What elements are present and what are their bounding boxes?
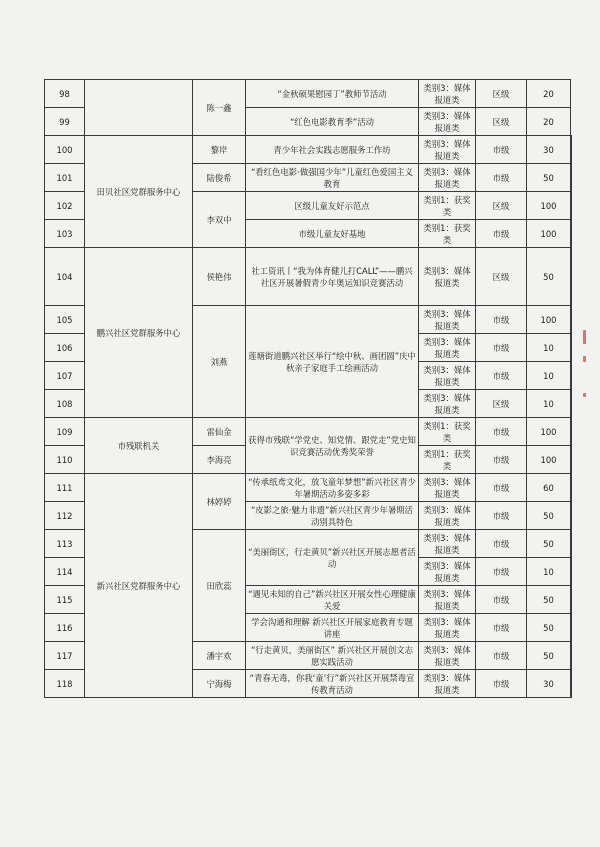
unit-cell xyxy=(85,80,193,136)
row-number: 107 xyxy=(45,362,85,390)
table-row xyxy=(45,136,572,164)
score-cell: 50 xyxy=(527,642,571,670)
activity-cell: 社工资讯丨“我为体育健儿打CALL”——鹏兴社区开展暑假青少年奥运知识竞赛活动 xyxy=(246,248,419,306)
activity-cell: “美丽街区，行走黄贝”新兴社区开展志愿者活动 xyxy=(246,530,419,586)
person-cell: 刘燕 xyxy=(193,306,246,418)
activity-cell: 获得市残联“学党史、知党情、跟党走”党史知识竞赛活动优秀奖荣誉 xyxy=(246,418,419,474)
row-number: 110 xyxy=(45,446,85,474)
level-cell: 区级 xyxy=(476,390,527,418)
level-cell: 市级 xyxy=(476,334,527,362)
person-cell: 陈一鑫 xyxy=(193,80,246,136)
score-cell: 100 xyxy=(527,306,571,334)
level-cell: 市级 xyxy=(476,220,527,248)
person-cell: 宁海梅 xyxy=(193,670,246,698)
category-cell: 类别3：媒体报道类 xyxy=(419,530,476,558)
row-number: 102 xyxy=(45,192,85,220)
score-cell: 10 xyxy=(527,362,571,390)
unit-cell: 市残联机关 xyxy=(85,418,193,474)
unit-total-cell xyxy=(571,418,572,474)
score-cell: 100 xyxy=(527,446,571,474)
row-number: 101 xyxy=(45,164,85,192)
activity-cell: 莲塘街道鹏兴社区举行“绘中秋、画团圆”庆中秋亲子家庭手工绘画活动 xyxy=(246,306,419,418)
person-cell: 黎岸 xyxy=(193,136,246,164)
person-cell: 林婷婷 xyxy=(193,474,246,530)
category-cell: 类别3：媒体报道类 xyxy=(419,362,476,390)
person-cell: 李双中 xyxy=(193,192,246,248)
table-row xyxy=(45,418,572,446)
activity-cell: 市级儿童友好基地 xyxy=(246,220,419,248)
category-cell: 类别3：媒体报道类 xyxy=(419,586,476,614)
table-row xyxy=(45,474,572,502)
category-cell: 类别3：媒体报道类 xyxy=(419,614,476,642)
margin-mark xyxy=(583,356,586,362)
person-cell: 李海亮 xyxy=(193,446,246,474)
activity-cell: “红色电影教育季”活动 xyxy=(246,108,419,136)
row-number: 103 xyxy=(45,220,85,248)
row-number: 98 xyxy=(45,80,85,108)
score-cell: 100 xyxy=(527,192,571,220)
row-number: 105 xyxy=(45,306,85,334)
level-cell: 市级 xyxy=(476,418,527,446)
score-cell: 50 xyxy=(527,248,571,306)
category-cell: 类别1：获奖类 xyxy=(419,192,476,220)
score-cell: 10 xyxy=(527,334,571,362)
level-cell: 市级 xyxy=(476,586,527,614)
score-cell: 10 xyxy=(527,390,571,418)
category-cell: 类别1：获奖类 xyxy=(419,446,476,474)
level-cell: 区级 xyxy=(476,192,527,220)
row-number: 113 xyxy=(45,530,85,558)
level-cell: 市级 xyxy=(476,558,527,586)
category-cell: 类别3：媒体报道类 xyxy=(419,80,476,108)
category-cell: 类别1：获奖类 xyxy=(419,220,476,248)
row-number: 104 xyxy=(45,248,85,306)
score-cell: 100 xyxy=(527,418,571,446)
score-cell: 20 xyxy=(527,108,571,136)
category-cell: 类别3：媒体报道类 xyxy=(419,334,476,362)
category-cell: 类别3：媒体报道类 xyxy=(419,164,476,192)
row-number: 112 xyxy=(45,502,85,530)
activity-cell: “青春无毒，你我‘童’行”新兴社区开展禁毒宣传教育活动 xyxy=(246,670,419,698)
score-cell: 100 xyxy=(527,220,571,248)
level-cell: 市级 xyxy=(476,530,527,558)
row-number: 108 xyxy=(45,390,85,418)
score-cell: 30 xyxy=(527,670,571,698)
row-number: 114 xyxy=(45,558,85,586)
unit-total-cell xyxy=(571,474,572,698)
level-cell: 市级 xyxy=(476,362,527,390)
person-cell: 陆俊希 xyxy=(193,164,246,192)
level-cell: 市级 xyxy=(476,446,527,474)
activity-cell: 青少年社会实践志愿服务工作坊 xyxy=(246,136,419,164)
score-cell: 10 xyxy=(527,558,571,586)
category-cell: 类别3：媒体报道类 xyxy=(419,306,476,334)
person-cell: 潘宇欢 xyxy=(193,642,246,670)
level-cell: 市级 xyxy=(476,306,527,334)
activity-cell: “皮影之旅·魅力非遗”新兴社区青少年暑期活动别具特色 xyxy=(246,502,419,530)
score-table xyxy=(44,79,572,698)
activity-cell: 学会沟通和理解 新兴社区开展家庭教育专题讲座 xyxy=(246,614,419,642)
score-cell: 50 xyxy=(527,164,571,192)
row-number: 109 xyxy=(45,418,85,446)
person-cell: 田欣蕊 xyxy=(193,530,246,642)
margin-mark xyxy=(583,393,586,397)
level-cell: 市级 xyxy=(476,670,527,698)
score-cell: 20 xyxy=(527,80,571,108)
level-cell: 市级 xyxy=(476,614,527,642)
level-cell: 区级 xyxy=(476,108,527,136)
level-cell: 市级 xyxy=(476,502,527,530)
level-cell: 市级 xyxy=(476,136,527,164)
category-cell: 类别3：媒体报道类 xyxy=(419,248,476,306)
unit-cell: 田贝社区党群服务中心 xyxy=(85,136,193,248)
activity-cell: “金秋硕果慰园丁”教师节活动 xyxy=(246,80,419,108)
table-row xyxy=(45,248,572,306)
category-cell: 类别3：媒体报道类 xyxy=(419,502,476,530)
person-cell: 侯艳伟 xyxy=(193,248,246,306)
table-row xyxy=(45,80,572,108)
category-cell: 类别3：媒体报道类 xyxy=(419,474,476,502)
activity-cell: 区级儿童友好示范点 xyxy=(246,192,419,220)
activity-cell: “遇见未知的自己”新兴社区开展女性心理健康关爱 xyxy=(246,586,419,614)
score-cell: 30 xyxy=(527,136,571,164)
row-number: 100 xyxy=(45,136,85,164)
level-cell: 市级 xyxy=(476,642,527,670)
row-number: 116 xyxy=(45,614,85,642)
row-number: 115 xyxy=(45,586,85,614)
category-cell: 类别1：获奖类 xyxy=(419,418,476,446)
category-cell: 类别3：媒体报道类 xyxy=(419,642,476,670)
level-cell: 区级 xyxy=(476,248,527,306)
level-cell: 区级 xyxy=(476,80,527,108)
category-cell: 类别3：媒体报道类 xyxy=(419,390,476,418)
row-number: 118 xyxy=(45,670,85,698)
row-number: 106 xyxy=(45,334,85,362)
level-cell: 市级 xyxy=(476,474,527,502)
category-cell: 类别3：媒体报道类 xyxy=(419,136,476,164)
unit-total-cell xyxy=(571,136,572,248)
level-cell: 市级 xyxy=(476,164,527,192)
activity-cell: “看红色电影·做强国少年”儿童红色爱国主义教育 xyxy=(246,164,419,192)
category-cell: 类别3：媒体报道类 xyxy=(419,108,476,136)
score-cell: 50 xyxy=(527,586,571,614)
unit-total-cell xyxy=(571,248,572,418)
row-number: 117 xyxy=(45,642,85,670)
category-cell: 类别3：媒体报道类 xyxy=(419,670,476,698)
unit-cell: 新兴社区党群服务中心 xyxy=(85,474,193,698)
score-cell: 50 xyxy=(527,502,571,530)
unit-cell: 鹏兴社区党群服务中心 xyxy=(85,248,193,418)
score-cell: 50 xyxy=(527,530,571,558)
row-number: 111 xyxy=(45,474,85,502)
category-cell: 类别3：媒体报道类 xyxy=(419,558,476,586)
score-cell: 50 xyxy=(527,614,571,642)
activity-cell: “行走黄贝，美丽街区” 新兴社区开展创文志愿实践活动 xyxy=(246,642,419,670)
row-number: 99 xyxy=(45,108,85,136)
score-cell: 60 xyxy=(527,474,571,502)
margin-mark xyxy=(583,330,586,344)
person-cell: 雷仙金 xyxy=(193,418,246,446)
activity-cell: “传承纸鸢文化，放飞童年梦想”新兴社区青少年暑期活动多姿多彩 xyxy=(246,474,419,502)
